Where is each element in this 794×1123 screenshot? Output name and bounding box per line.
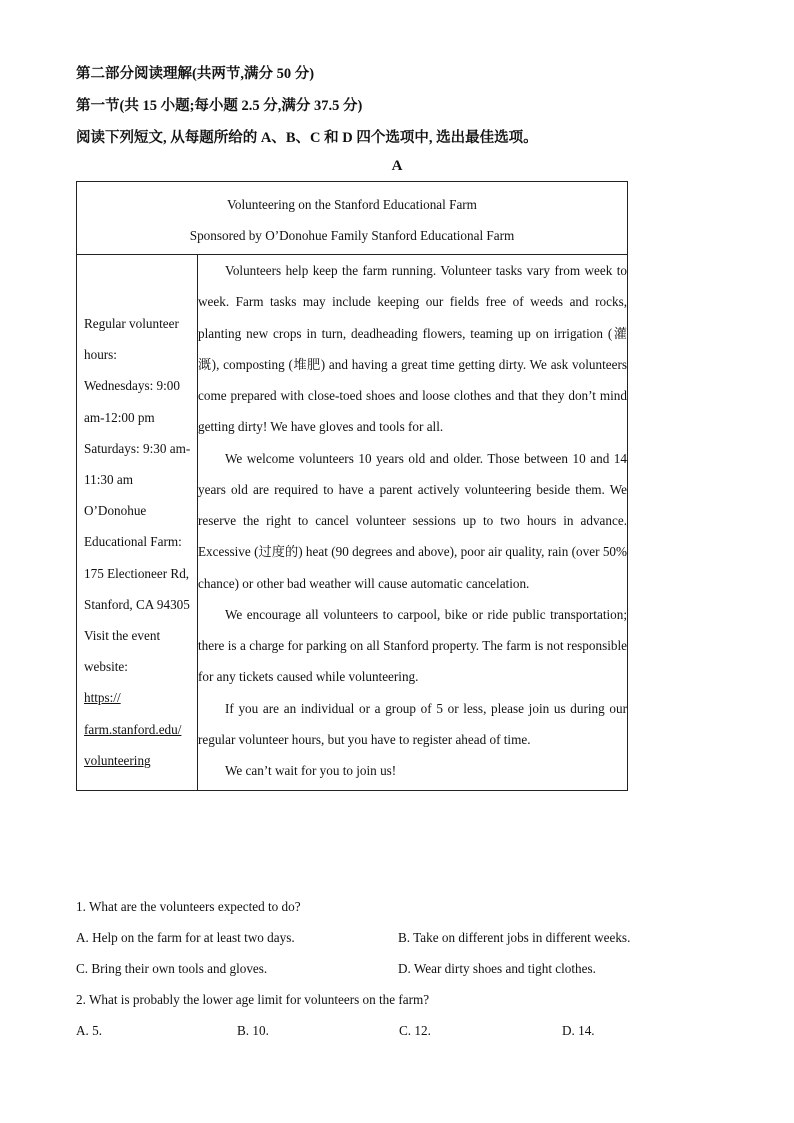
q2-option-a[interactable]: A. 5. — [76, 1023, 103, 1038]
event-website-link[interactable]: https:// farm.stanford.edu/ volunteering — [84, 690, 182, 768]
q1-option-b[interactable]: B. Take on different jobs in different weeks. — [398, 930, 631, 945]
paragraph-age: We welcome volunteers 10 years old and older. Those between 10 and 14 years old are required to have a parent actively volunteering beside them. We reserve the right to cancel volunteer sessions up to two hours in advance. Excessive (过度的) heat (90 degrees and above), poor air quality, rain (over 50% chance) or other bad weather will cause automatic cancelation. — [198, 450, 627, 591]
wednesday-hours: Wednesdays: 9:00 am-12:00 pm — [84, 378, 180, 425]
question-stem: 1. What are the volunteers expected to do? — [76, 899, 301, 914]
question-stem: 2. What is probably the lower age limit for volunteers on the farm? — [76, 992, 430, 1007]
paragraph-register: If you are an individual or a group of 5 or less, please join us during our regular volunteer hours, but you have to register ahead of time. — [198, 700, 627, 747]
q2-option-d[interactable]: D. 14. — [562, 1023, 595, 1038]
paragraph-transport: We encourage all volunteers to carpool, bike or ride public transportation; there is a charge for parking on all Stanford property. The farm is not responsible for any tickets caused while volunteering. — [198, 606, 627, 685]
q1-option-c[interactable]: C. Bring their own tools and gloves. — [76, 961, 268, 976]
farm-name: O’Donohue Educational Farm: — [84, 503, 182, 550]
subsection-heading: 第一节(共 15 小题;每小题 2.5 分,满分 37.5 分) — [76, 98, 363, 114]
question-options-row — [76, 1020, 676, 1051]
paragraph-closing: We can’t wait for you to join us! — [225, 763, 397, 778]
saturday-hours: Saturdays: 9:30 am-11:30 am — [84, 440, 191, 488]
notice-title-cell — [77, 182, 628, 255]
visit-label: Visit the event website: — [84, 628, 161, 675]
notice-table — [76, 181, 628, 791]
farm-address: 175 Electioneer Rd, Stanford, CA 94305 — [84, 565, 190, 612]
question-options-row — [76, 927, 676, 958]
questions — [76, 896, 676, 1051]
info-cell — [77, 255, 198, 791]
q1-option-d[interactable]: D. Wear dirty shoes and tight clothes. — [398, 961, 596, 976]
q2-option-b[interactable]: B. 10. — [237, 1023, 269, 1038]
passage-label: A — [391, 158, 403, 174]
notice-sponsor: Sponsored by O’Donohue Family Stanford Educational Farm — [189, 228, 515, 243]
section-heading: 第二部分阅读理解(共两节,满分 50 分) — [76, 66, 315, 82]
notice-title: Volunteering on the Stanford Educational Farm — [227, 197, 477, 212]
q1-option-a[interactable]: A. Help on the farm for at least two days. — [76, 930, 295, 945]
instruction: 阅读下列短文, 从每题所给的 A、B、C 和 D 四个选项中, 选出最佳选项。 — [76, 130, 538, 146]
hours-label: Regular volunteer hours: — [84, 316, 179, 363]
question-options-row — [76, 958, 676, 989]
q2-option-c[interactable]: C. 12. — [399, 1023, 431, 1038]
paragraph-tasks: Volunteers help keep the farm running. Volunteer tasks vary from week to week. Farm tasks may include keeping our fields free of weeds and rocks, planting new crops in turn, deadheading flowers, teaming up on irrigation (灌溉), composting (堆肥) and having a great time getting dirty. We ask volunteers come prepared with close-toed shoes and loose clothes and that they don’t mind getting dirty! We have gloves and tools for all. — [198, 263, 627, 435]
notice-body-cell — [198, 255, 628, 791]
